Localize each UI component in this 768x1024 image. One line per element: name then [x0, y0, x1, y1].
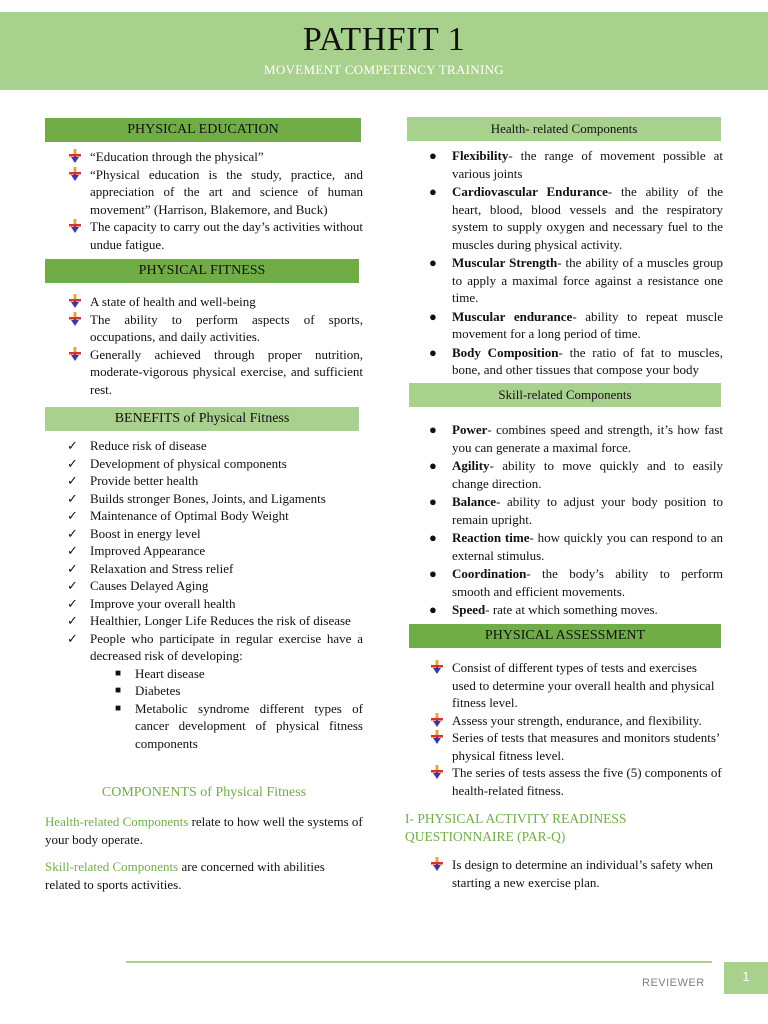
arrow-bullet-icon: [431, 765, 443, 779]
list-item: ● Muscular endurance- ability to repeat muscle movement for a long period of time.: [429, 308, 723, 341]
list-item: ● Agility- ability to move quickly and to easily change direction.: [429, 458, 723, 491]
list-item: The capacity to carry out the day’s activities without undue fatigue.: [45, 218, 363, 253]
list-item: “Education through the physical”: [45, 148, 363, 166]
check-icon: ✓: [67, 630, 78, 646]
list-item: ● Power- combines speed and strength, it’s how fast you can generate a maximal force.: [429, 422, 723, 455]
list-item: ● Flexibility- the range of movement possible at various joints: [429, 148, 723, 181]
physical-assessment-list: [407, 659, 723, 799]
section-header-physical-fitness: PHYSICAL FITNESS: [45, 259, 359, 283]
list-item: Generally achieved through proper nutrition, moderate-vigorous physical exercise, and sufficient rest.: [45, 346, 363, 399]
disc-bullet-icon: ●: [429, 530, 437, 545]
footer-label: REVIEWER: [642, 977, 705, 989]
list-item: ✓ Boost in energy level: [67, 525, 201, 541]
disc-bullet-icon: ●: [429, 566, 437, 581]
sub-list-item: ■ Heart disease: [115, 665, 205, 681]
list-item: ✓ Relaxation and Stress relief: [67, 560, 234, 576]
list-item: ✓ Development of physical components: [67, 455, 287, 471]
disc-bullet-icon: ●: [429, 344, 437, 360]
list-item: ✓ Improved Appearance: [67, 543, 206, 558]
physical-fitness-list: [45, 293, 363, 398]
check-icon: ✓: [67, 595, 78, 611]
arrow-bullet-icon: [69, 294, 81, 308]
arrow-bullet-icon: [69, 167, 81, 181]
square-bullet-icon: ■: [115, 685, 122, 696]
arrow-bullet-icon: [431, 857, 443, 871]
skill-related-list: [407, 421, 723, 620]
footer-divider: [126, 961, 712, 963]
check-icon: ✓: [67, 525, 78, 541]
section-header-physical-assessment: PHYSICAL ASSESSMENT: [409, 624, 721, 648]
section-header-benefits: BENEFITS of Physical Fitness: [45, 407, 359, 431]
disc-bullet-icon: ●: [429, 148, 437, 163]
disc-bullet-icon: ●: [429, 255, 437, 270]
page-header: [0, 12, 768, 90]
parq-title: I- PHYSICAL ACTIVITY READINESS QUESTIONNAIRE (PAR-Q): [405, 811, 627, 844]
arrow-bullet-icon: [69, 312, 81, 326]
list-item: “Physical education is the study, practice, and appreciation of the art and science of human movement” (Harrison, Blakemore, and Buck): [45, 166, 363, 219]
list-item: Is design to determine an individual’s safety when starting a new exercise plan.: [407, 856, 723, 891]
benefits-list: [45, 437, 363, 752]
health-related-list: [407, 147, 723, 380]
disc-bullet-icon: ●: [429, 422, 437, 437]
list-item: ● Speed- rate at which something moves.: [429, 602, 658, 617]
arrow-bullet-icon: [431, 660, 443, 674]
disc-bullet-icon: ●: [429, 458, 437, 473]
check-icon: ✓: [67, 455, 78, 471]
list-item: ● Reaction time- how quickly you can respond to an external stimulus.: [429, 530, 724, 563]
section-header-health-related: Health- related Components: [407, 117, 721, 141]
list-item: ✓ Healthier, Longer Life Reduces the risk of disease: [67, 613, 351, 628]
physical-education-list: [45, 148, 363, 253]
square-bullet-icon: ■: [115, 702, 122, 714]
check-icon: ✓: [67, 473, 78, 488]
disc-bullet-icon: ●: [429, 602, 437, 617]
list-item: ✓ Provide better health: [67, 473, 199, 488]
section-header-physical-education: PHYSICAL EDUCATION: [45, 118, 361, 142]
list-item: A state of health and well-being: [45, 293, 363, 311]
list-item: ✓ Maintenance of Optimal Body Weight: [67, 508, 289, 523]
check-icon: ✓: [67, 578, 78, 593]
list-item: ● Muscular Strength- the ability of a muscles group to apply a maximal force against a resistance one time.: [429, 255, 723, 305]
list-item: Series of tests that measures and monitors students’ physical fitness level.: [407, 729, 723, 764]
list-item: ● Body Composition- the ratio of fat to muscles, bone, and other tissues that compose your body: [429, 344, 723, 377]
arrow-bullet-icon: [69, 149, 81, 163]
square-bullet-icon: ■: [115, 667, 122, 679]
check-icon: ✓: [67, 490, 78, 506]
parq-list: [407, 856, 723, 891]
list-item: ● Coordination- the body’s ability to perform smooth and efficient movements.: [429, 566, 723, 599]
list-item: ● Cardiovascular Endurance- the ability of the heart, blood, blood vessels and the respiratory system to supply oxygen and necessary fuel to the muscles during physical activity.: [429, 184, 723, 252]
arrow-bullet-icon: [431, 713, 443, 727]
page-subtitle: MOVEMENT COMPETENCY TRAINING: [264, 62, 504, 77]
list-item: Consist of different types of tests and exercises used to determine your overall health and physical fitness level.: [407, 659, 723, 712]
health-components-term: Health-related Components: [45, 814, 189, 829]
list-item: ● Balance- ability to adjust your body position to remain upright.: [429, 494, 723, 527]
sub-list-item: ■ Metabolic syndrome different types of cancer development of physical fitness components: [115, 700, 363, 751]
list-item: ✓ People who participate in regular exercise have a decreased risk of developing:: [67, 630, 363, 663]
check-icon: ✓: [67, 543, 78, 558]
section-header-skill-related: Skill-related Components: [409, 383, 721, 407]
sub-list-item: ■ Diabetes: [115, 683, 181, 698]
arrow-bullet-icon: [69, 219, 81, 233]
check-icon: ✓: [67, 438, 78, 453]
list-item: ✓ Causes Delayed Aging: [67, 578, 209, 593]
check-icon: ✓: [67, 508, 78, 523]
list-item: The ability to perform aspects of sports, occupations, and daily activities.: [45, 311, 363, 346]
components-title: COMPONENTS of Physical Fitness: [101, 785, 307, 800]
skill-components-term: Skill-related Components: [45, 859, 179, 874]
page-number: 1: [724, 962, 768, 994]
disc-bullet-icon: ●: [429, 308, 437, 324]
disc-bullet-icon: ●: [429, 184, 437, 199]
health-components-paragraph: Health-related Components relate to how well the systems of your body operate.: [45, 814, 363, 847]
disc-bullet-icon: ●: [429, 494, 437, 509]
arrow-bullet-icon: [431, 730, 443, 744]
page-title: PATHFIT 1: [302, 21, 466, 58]
list-item: ✓ Reduce risk of disease: [67, 438, 207, 453]
list-item: ✓ Builds stronger Bones, Joints, and Ligaments: [67, 490, 326, 506]
arrow-bullet-icon: [69, 347, 81, 361]
check-icon: ✓: [67, 560, 78, 576]
check-icon: ✓: [67, 613, 78, 628]
list-item: ✓ Improve your overall health: [67, 595, 236, 611]
list-item: Assess your strength, endurance, and flexibility.: [407, 712, 723, 730]
skill-components-paragraph: Skill-related Components are concerned with abilities related to sports activities.: [45, 859, 325, 892]
list-item: The series of tests assess the five (5) components of health-related fitness.: [407, 764, 723, 799]
